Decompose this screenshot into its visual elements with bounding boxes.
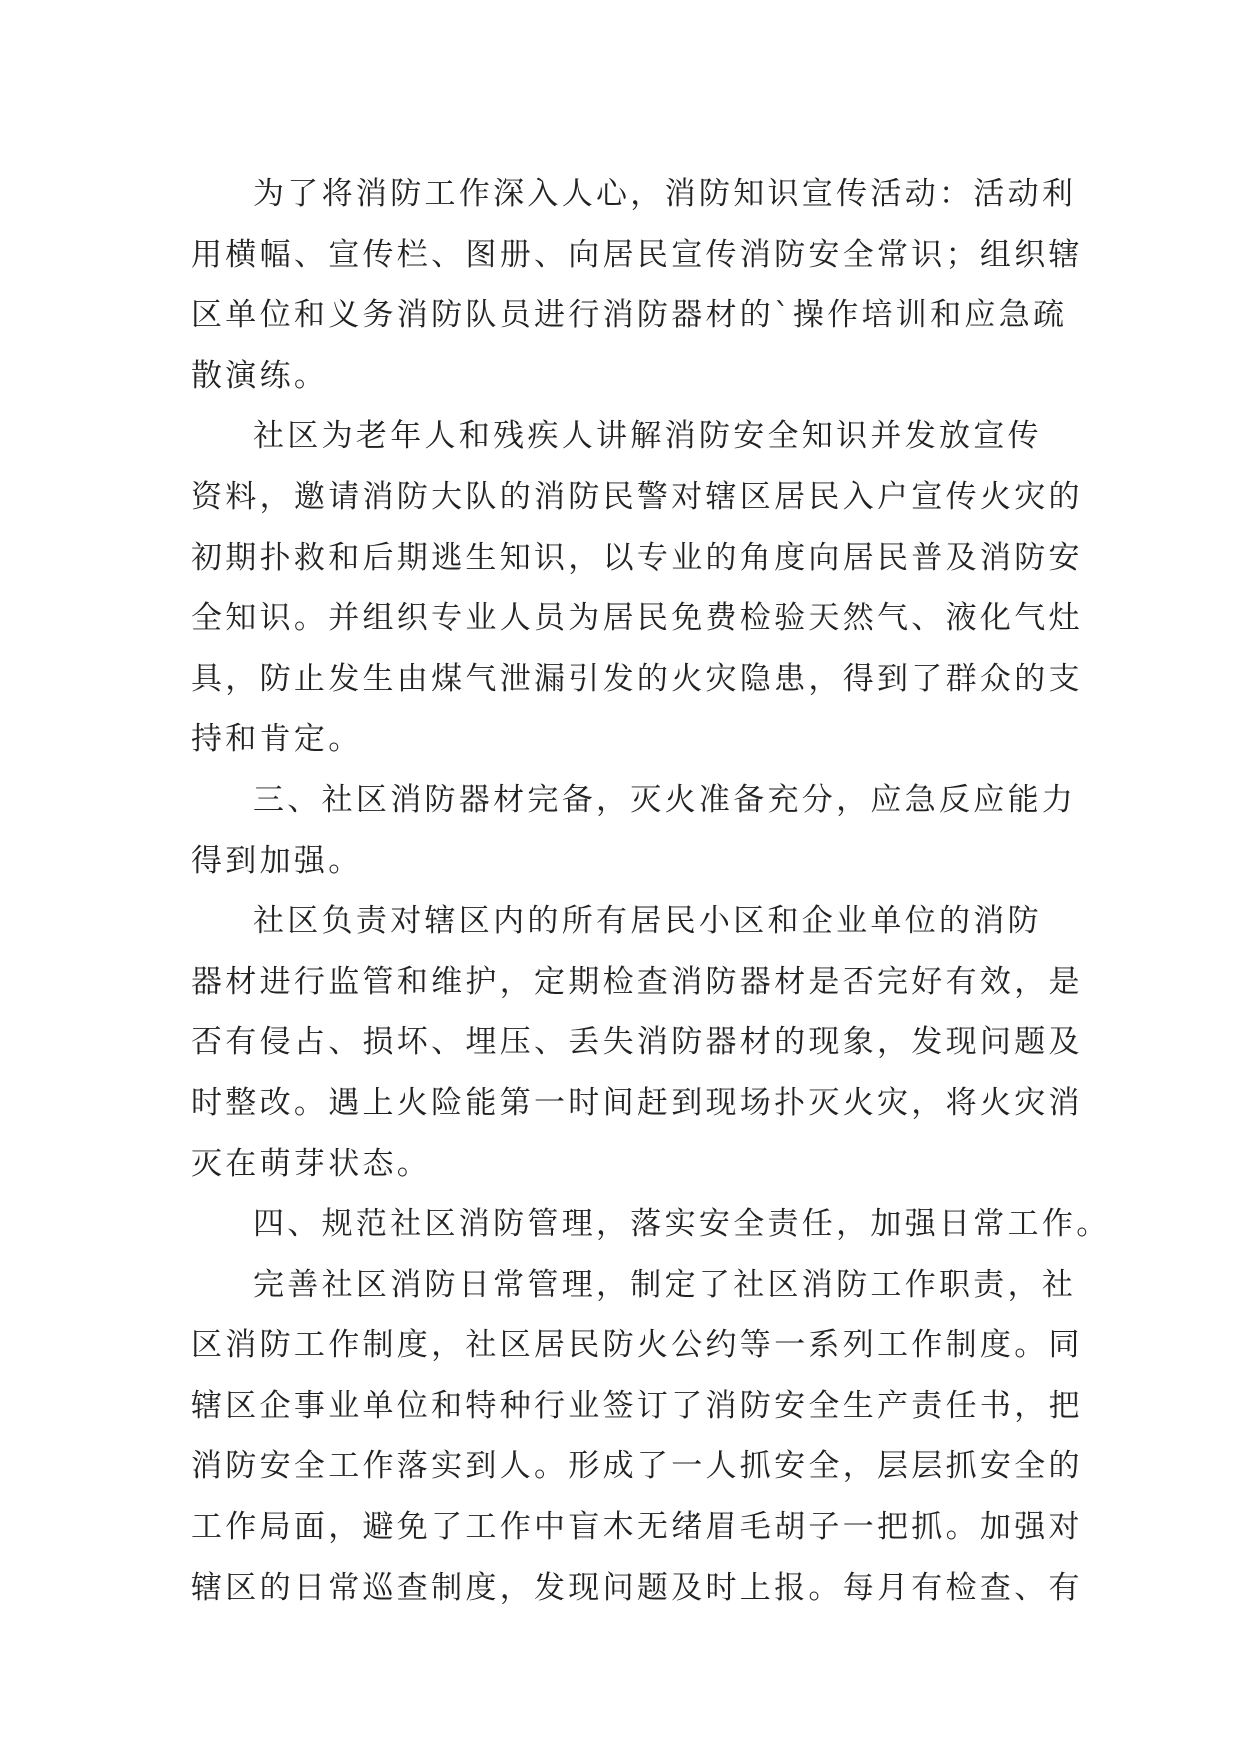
text-line: 完善社区消防日常管理，制定了社区消防工作职责，社: [253, 1266, 1077, 1303]
text-line: 区单位和义务消防队员进行消防器材的`操作培训和应急疏: [191, 297, 1068, 334]
text-line: 得到加强。: [191, 842, 363, 879]
section-heading-equipment: [191, 770, 1077, 891]
text-line: 社区为老年人和残疾人讲解消防安全知识并发放宣传: [253, 418, 1042, 455]
text-line: 初期扑救和后期逃生知识，以专业的角度向居民普及消防安: [191, 539, 1083, 576]
text-line: 区消防工作制度，社区居民防火公约等一系列工作制度。同: [191, 1327, 1083, 1364]
text-line: 灭在萌芽状态。: [191, 1145, 432, 1182]
text-line: 三、社区消防器材完备，灭火准备充分，应急反应能力: [253, 781, 1077, 818]
text-line: 消防安全工作落实到人。形成了一人抓安全，层层抓安全的: [191, 1448, 1083, 1485]
text-line: 用横幅、宣传栏、图册、向居民宣传消防安全常识；组织辖: [191, 236, 1083, 273]
text-line: 资料，邀请消防大队的消防民警对辖区居民入户宣传火灾的: [191, 478, 1083, 515]
text-line: 工作局面，避免了工作中盲木无绪眉毛胡子一把抓。加强对: [191, 1509, 1083, 1546]
text-line: 全知识。并组织专业人员为居民免费检验天然气、液化气灶: [191, 600, 1083, 637]
text-line: 具，防止发生由煤气泄漏引发的火灾隐患，得到了群众的支: [191, 660, 1083, 697]
document-body: [191, 164, 1111, 1618]
paragraph-elderly-education: [191, 406, 1083, 770]
text-line: 散演练。: [191, 357, 329, 394]
text-line: 器材进行监管和维护，定期检查消防器材是否完好有效，是: [191, 963, 1083, 1000]
paragraph-fire-publicity: [191, 164, 1083, 406]
text-line: 社区负责对辖区内的所有居民小区和企业单位的消防: [253, 903, 1042, 940]
text-line: 持和肯定。: [191, 721, 363, 758]
paragraph-daily-management: [191, 1255, 1083, 1619]
text-line: 辖区企事业单位和特种行业签订了消防安全生产责任书，把: [191, 1387, 1083, 1424]
text-line: 辖区的日常巡查制度，发现问题及时上报。每月有检查、有: [191, 1569, 1083, 1606]
text-line: 四、规范社区消防管理，落实安全责任，加强日常工作。: [253, 1206, 1111, 1243]
paragraph-equipment-maintenance: [191, 891, 1083, 1194]
text-line: 否有侵占、损坏、埋压、丢失消防器材的现象，发现问题及: [191, 1024, 1083, 1061]
text-line: 时整改。遇上火险能第一时间赶到现场扑灭火灾，将火灾消: [191, 1084, 1083, 1121]
section-heading-management: [191, 1194, 1111, 1255]
text-line: 为了将消防工作深入人心，消防知识宣传活动：活动利: [253, 176, 1077, 212]
